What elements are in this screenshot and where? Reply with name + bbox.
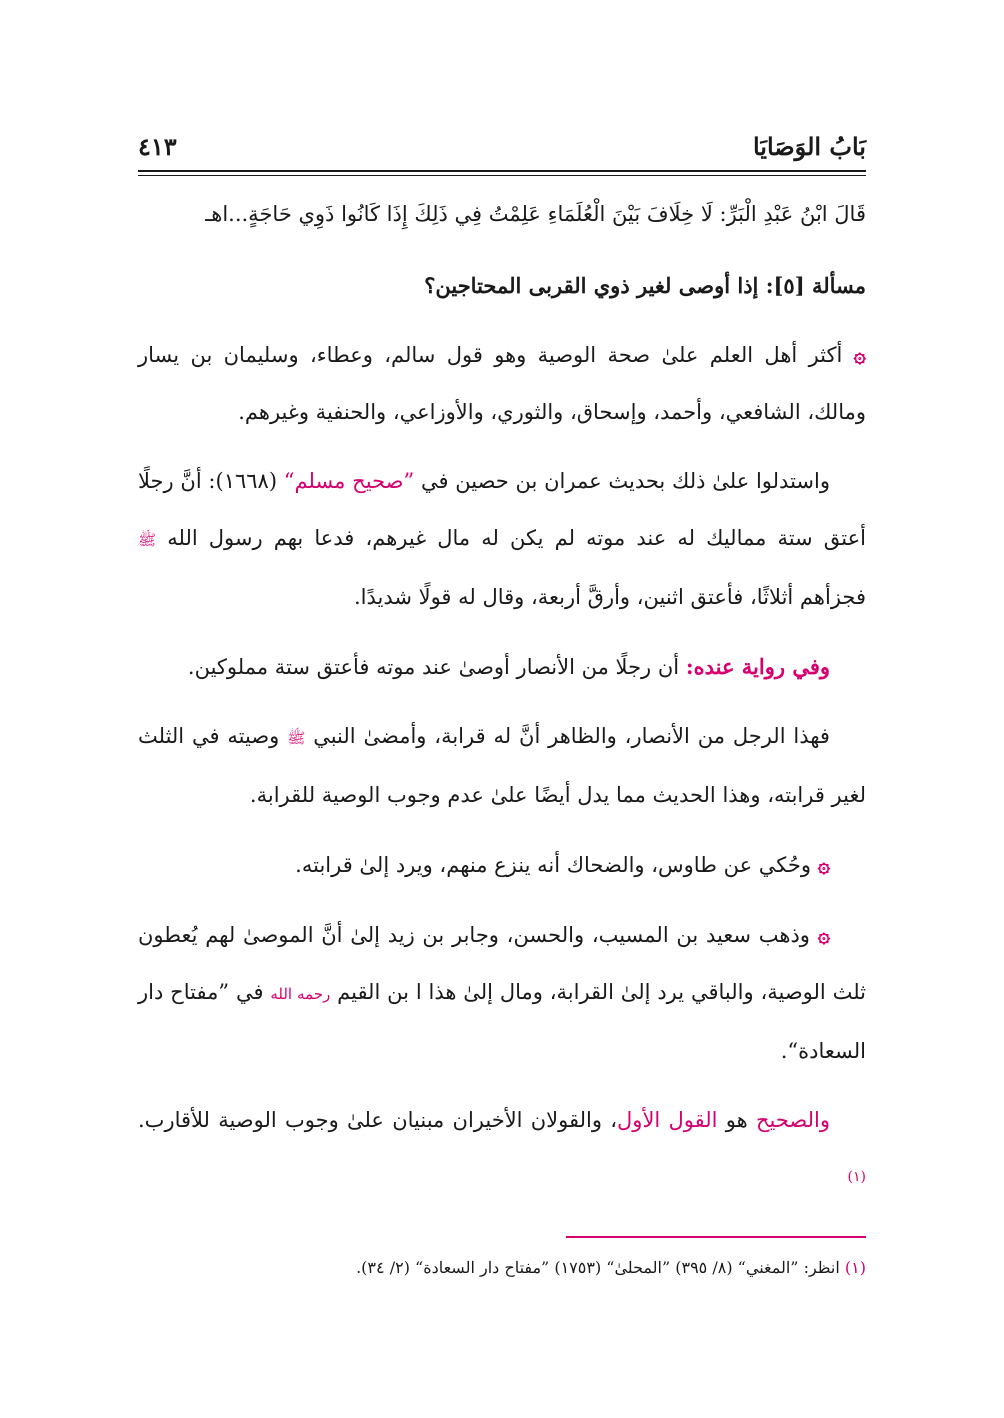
paragraph-6 bbox=[138, 906, 866, 1080]
paragraph-2-text-a: واستدلوا علىٰ ذلك بحديث عمران بن حصين في bbox=[420, 469, 830, 493]
paragraph-4-text-b: وصيته في الثلث لغير قرابته، وهذا الحديث مما يدل أيضًا علىٰ عدم وجوب الوصية للقرابة. bbox=[138, 724, 866, 807]
paragraph-7 bbox=[138, 1092, 866, 1211]
paragraph-7-text-d: ، والقولان الأخيران مبنيان علىٰ وجوب الوصية للأقارب. bbox=[138, 1108, 618, 1132]
star-icon: ۞ bbox=[853, 342, 866, 367]
paragraph-4-text-a: فهذا الرجل من الأنصار، والظاهر أنَّ له قرابة، وأمضىٰ النبي bbox=[313, 724, 830, 748]
header-rule bbox=[138, 170, 866, 172]
header-rule-thin bbox=[138, 175, 866, 176]
page-header bbox=[138, 128, 866, 164]
issue-heading bbox=[138, 257, 866, 314]
paragraph-1-text: أكثر أهل العلم علىٰ صحة الوصية وهو قول سالم، وعطاء، وسليمان بن يسار ومالك، الشافعي، وأحمد، وإسحاق، والثوري، والأوزاعي، والحنفية وغيرهم. bbox=[138, 343, 866, 424]
paragraph-4 bbox=[138, 708, 866, 824]
quote-line: قَالَ ابْنُ عَبْدِ الْبَرِّ: لَا خِلَافَ بَيْنَ الْعُلَمَاءِ عَلِمْتُ فِي ذَلِكَ إِذَا كَانُوا ذَوِي حَاجَةٍ...اهـ bbox=[205, 202, 866, 226]
honorific-icon: ﷺ bbox=[138, 531, 157, 549]
footnote-reference[interactable]: (١) bbox=[847, 1169, 866, 1185]
paragraph-2-text-c: فجزأهم أثلاثًا، فأعتق اثنين، وأرقَّ أربعة، وقال له قولًا شديدًا. bbox=[353, 585, 866, 609]
page-body bbox=[138, 186, 866, 1211]
first-opinion-label: القول الأول bbox=[617, 1108, 718, 1132]
star-icon: ۞ bbox=[817, 922, 830, 947]
footnote bbox=[138, 1254, 866, 1282]
issue-title: إذا أوصى لغير ذوي القربى المحتاجين؟ bbox=[424, 273, 759, 298]
footnote-number: (١) bbox=[844, 1258, 866, 1277]
honorific-icon: ﷺ bbox=[287, 729, 306, 747]
footnote-text: انظر: ”المغني“ (٨/ ٣٩٥) ”المحلىٰ“ (١٧٥٣) ”مفتاح دار السعادة“ (٢/ ٣٤). bbox=[356, 1258, 840, 1277]
chapter-title: بَابُ الوَصَايَا bbox=[752, 131, 866, 161]
issue-label: مسألة [٥]: bbox=[765, 273, 866, 298]
paragraph-2 bbox=[138, 453, 866, 626]
narration-label: وفي رواية عنده: bbox=[685, 654, 830, 679]
paragraph-3 bbox=[138, 638, 866, 696]
paragraph-5 bbox=[138, 836, 866, 894]
page-number: ٤١٣ bbox=[138, 131, 177, 161]
source-miftah: ”مفتاح دار السعادة“. bbox=[138, 980, 866, 1063]
star-icon: ۞ bbox=[817, 852, 830, 877]
paragraph-3-text: أن رجلًا من الأنصار أوصىٰ عند موته فأعتق ستة مملوكين. bbox=[187, 655, 680, 679]
correct-label: والصحيح bbox=[755, 1108, 830, 1132]
footnote-rule bbox=[566, 1236, 866, 1238]
paragraph-2-text-b: (١٦٦٨): أنَّ رجلًا أعتق ستة مماليك له عند موته لم يكن له مال غيرهم، فدعا بهم رسول الله bbox=[138, 469, 866, 550]
honorific-icon: رحمه الله bbox=[270, 985, 331, 1003]
paragraph-5-text: وحُكي عن طاوس، والضحاك أنه ينزع منهم، ويرد إلىٰ قرابته. bbox=[295, 853, 811, 877]
paragraph-7-text-b: هو bbox=[725, 1108, 748, 1132]
paragraph-6-text-b: في bbox=[235, 980, 264, 1004]
paragraph-1 bbox=[138, 326, 866, 441]
source-sahih-muslim: ”صحيح مسلم“ bbox=[283, 469, 415, 493]
paragraph-6-text-a: وذهب سعيد بن المسيب، والحسن، وجابر بن زيد إلىٰ أنَّ الموصىٰ لهم يُعطون ثلث الوصية، والباقي يرد إلىٰ القرابة، ومال إلىٰ هذا ا بن القيم bbox=[138, 923, 867, 1004]
